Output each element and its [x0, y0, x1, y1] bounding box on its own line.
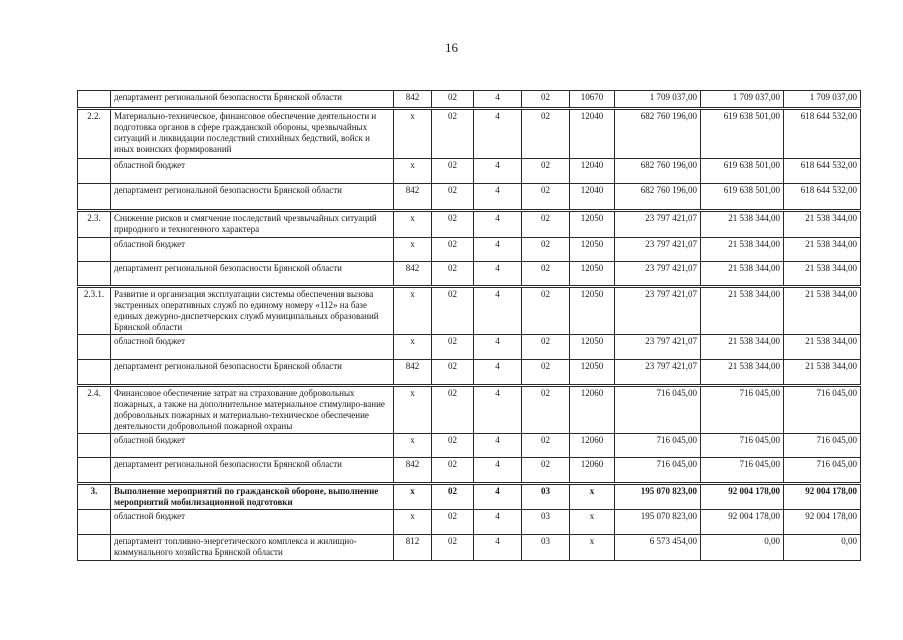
row-amount-year3: 618 644 532,00 — [784, 109, 861, 159]
row-grbs-code: x — [394, 238, 432, 262]
row-code — [78, 238, 111, 262]
row-amount-year1: 195 070 823,00 — [615, 510, 701, 535]
row-subprogram: 03 — [522, 510, 570, 535]
row-subsection: 4 — [474, 535, 522, 561]
row-amount-year3: 21 538 344,00 — [784, 335, 861, 360]
row-code — [78, 535, 111, 561]
row-amount-year3: 21 538 344,00 — [784, 211, 861, 238]
table-row — [78, 535, 861, 561]
row-grbs-code: x — [394, 211, 432, 238]
row-amount-year2: 21 538 344,00 — [701, 238, 784, 262]
row-section: 02 — [432, 159, 474, 184]
row-subprogram: 02 — [522, 184, 570, 211]
row-amount-year1: 195 070 823,00 — [615, 484, 701, 510]
row-amount-year2: 21 538 344,00 — [701, 262, 784, 287]
row-section: 02 — [432, 458, 474, 484]
row-amount-year2: 21 538 344,00 — [701, 287, 784, 335]
row-amount-year1: 716 045,00 — [615, 386, 701, 434]
row-amount-year3: 92 004 178,00 — [784, 510, 861, 535]
table-row — [78, 262, 861, 287]
row-amount-year2: 716 045,00 — [701, 458, 784, 484]
row-amount-year1: 23 797 421,07 — [615, 262, 701, 287]
row-target-item: 12050 — [570, 360, 615, 386]
table-row — [78, 434, 861, 458]
row-amount-year2: 21 538 344,00 — [701, 211, 784, 238]
table-row — [78, 109, 861, 159]
row-target-item: x — [570, 484, 615, 510]
row-section: 02 — [432, 335, 474, 360]
row-subprogram: 02 — [522, 458, 570, 484]
row-code — [78, 458, 111, 484]
row-subsection: 4 — [474, 109, 522, 159]
row-amount-year1: 23 797 421,07 — [615, 211, 701, 238]
row-subsection: 4 — [474, 434, 522, 458]
row-amount-year3: 618 644 532,00 — [784, 159, 861, 184]
table-body — [78, 91, 861, 561]
table-row — [78, 287, 861, 335]
row-subsection: 4 — [474, 287, 522, 335]
table-row — [78, 238, 861, 262]
row-target-item: 12050 — [570, 211, 615, 238]
row-code: 2.3.1. — [78, 287, 111, 335]
row-section: 02 — [432, 510, 474, 535]
row-grbs-code: x — [394, 484, 432, 510]
row-code: 2.3. — [78, 211, 111, 238]
row-amount-year3: 21 538 344,00 — [784, 262, 861, 287]
row-target-item: 12040 — [570, 109, 615, 159]
row-amount-year3: 716 045,00 — [784, 434, 861, 458]
row-section: 02 — [432, 109, 474, 159]
row-target-item: 10670 — [570, 91, 615, 109]
row-amount-year1: 682 760 196,00 — [615, 159, 701, 184]
row-section: 02 — [432, 360, 474, 386]
row-subsection: 4 — [474, 458, 522, 484]
row-name: областной бюджет — [111, 434, 394, 458]
row-section: 02 — [432, 386, 474, 434]
row-code — [78, 510, 111, 535]
row-code — [78, 434, 111, 458]
row-name: областной бюджет — [111, 335, 394, 360]
row-target-item: 12040 — [570, 184, 615, 211]
row-grbs-code: x — [394, 335, 432, 360]
row-section: 02 — [432, 211, 474, 238]
row-code: 3. — [78, 484, 111, 510]
row-amount-year2: 716 045,00 — [701, 386, 784, 434]
row-code — [78, 360, 111, 386]
table-row — [78, 484, 861, 510]
row-section: 02 — [432, 535, 474, 561]
row-grbs-code: x — [394, 434, 432, 458]
row-section: 02 — [432, 91, 474, 109]
row-subsection: 4 — [474, 262, 522, 287]
row-amount-year2: 716 045,00 — [701, 434, 784, 458]
row-subsection: 4 — [474, 510, 522, 535]
row-amount-year1: 716 045,00 — [615, 434, 701, 458]
row-amount-year1: 682 760 196,00 — [615, 184, 701, 211]
row-name: областной бюджет — [111, 510, 394, 535]
row-amount-year2: 1 709 037,00 — [701, 91, 784, 109]
budget-table — [77, 90, 861, 561]
row-amount-year2: 92 004 178,00 — [701, 484, 784, 510]
row-amount-year2: 619 638 501,00 — [701, 109, 784, 159]
row-subsection: 4 — [474, 484, 522, 510]
row-name: департамент региональной безопасности Брянской области — [111, 91, 394, 109]
row-subprogram: 02 — [522, 91, 570, 109]
row-name: департамент региональной безопасности Брянской области — [111, 360, 394, 386]
row-grbs-code: 842 — [394, 458, 432, 484]
row-subsection: 4 — [474, 159, 522, 184]
row-target-item: x — [570, 510, 615, 535]
table-row — [78, 386, 861, 434]
row-subsection: 4 — [474, 238, 522, 262]
row-name: областной бюджет — [111, 238, 394, 262]
table-row — [78, 360, 861, 386]
row-target-item: 12060 — [570, 386, 615, 434]
row-amount-year2: 619 638 501,00 — [701, 184, 784, 211]
row-amount-year2: 21 538 344,00 — [701, 360, 784, 386]
row-amount-year1: 23 797 421,07 — [615, 335, 701, 360]
row-name: Выполнение мероприятий по гражданской обороне, выполнение мероприятий мобилизационной подготовки — [111, 484, 394, 510]
row-amount-year3: 21 538 344,00 — [784, 238, 861, 262]
row-name: департамент топливно-энергетического комплекса и жилищно-коммунального хозяйства Брянской области — [111, 535, 394, 561]
row-subprogram: 02 — [522, 335, 570, 360]
row-amount-year3: 1 709 037,00 — [784, 91, 861, 109]
table-row — [78, 91, 861, 109]
row-amount-year2: 0,00 — [701, 535, 784, 561]
row-target-item: 12060 — [570, 458, 615, 484]
row-amount-year3: 0,00 — [784, 535, 861, 561]
row-target-item: 12050 — [570, 238, 615, 262]
row-name: областной бюджет — [111, 159, 394, 184]
row-code: 2.2. — [78, 109, 111, 159]
row-grbs-code: 842 — [394, 91, 432, 109]
row-grbs-code: 842 — [394, 360, 432, 386]
row-section: 02 — [432, 262, 474, 287]
row-subsection: 4 — [474, 360, 522, 386]
row-target-item: 12050 — [570, 335, 615, 360]
row-name: департамент региональной безопасности Брянской области — [111, 262, 394, 287]
row-name: Развитие и организация эксплуатации системы обеспечения вызова экстренных оперативных служб по единому номеру «112» на базе единых дежурно-диспетчерских служб муниципальных образований Брянской области — [111, 287, 394, 335]
row-amount-year1: 682 760 196,00 — [615, 109, 701, 159]
row-amount-year3: 92 004 178,00 — [784, 484, 861, 510]
row-subprogram: 02 — [522, 434, 570, 458]
row-section: 02 — [432, 434, 474, 458]
row-code — [78, 91, 111, 109]
row-name: департамент региональной безопасности Брянской области — [111, 458, 394, 484]
row-amount-year3: 716 045,00 — [784, 386, 861, 434]
row-amount-year3: 618 644 532,00 — [784, 184, 861, 211]
row-name: Материально-техническое, финансовое обеспечение деятельности и подготовка органов в сфере гражданской обороны, чрезвычайных ситуаций и ликвидации последствий стихийных бедствий, войск и иных воинских формирований — [111, 109, 394, 159]
row-target-item: 12050 — [570, 287, 615, 335]
row-section: 02 — [432, 287, 474, 335]
row-amount-year1: 6 573 454,00 — [615, 535, 701, 561]
row-section: 02 — [432, 184, 474, 211]
row-subsection: 4 — [474, 211, 522, 238]
row-subprogram: 02 — [522, 386, 570, 434]
row-grbs-code: x — [394, 287, 432, 335]
row-grbs-code: x — [394, 510, 432, 535]
row-name: департамент региональной безопасности Брянской области — [111, 184, 394, 211]
row-amount-year2: 619 638 501,00 — [701, 159, 784, 184]
row-subprogram: 03 — [522, 484, 570, 510]
row-section: 02 — [432, 238, 474, 262]
row-target-item: 12040 — [570, 159, 615, 184]
row-amount-year2: 21 538 344,00 — [701, 335, 784, 360]
row-subprogram: 02 — [522, 211, 570, 238]
row-target-item: x — [570, 535, 615, 561]
row-subprogram: 02 — [522, 360, 570, 386]
row-target-item: 12060 — [570, 434, 615, 458]
row-subsection: 4 — [474, 386, 522, 434]
row-grbs-code: 812 — [394, 535, 432, 561]
row-subprogram: 02 — [522, 287, 570, 335]
table-row — [78, 335, 861, 360]
row-grbs-code: 842 — [394, 262, 432, 287]
row-amount-year1: 23 797 421,07 — [615, 238, 701, 262]
row-subprogram: 02 — [522, 109, 570, 159]
row-amount-year1: 23 797 421,07 — [615, 287, 701, 335]
row-amount-year3: 716 045,00 — [784, 458, 861, 484]
row-section: 02 — [432, 484, 474, 510]
row-amount-year1: 23 797 421,07 — [615, 360, 701, 386]
row-amount-year3: 21 538 344,00 — [784, 287, 861, 335]
row-code: 2.4. — [78, 386, 111, 434]
table-row — [78, 458, 861, 484]
row-grbs-code: x — [394, 386, 432, 434]
row-subprogram: 02 — [522, 159, 570, 184]
row-subprogram: 02 — [522, 262, 570, 287]
row-code — [78, 159, 111, 184]
row-subprogram: 03 — [522, 535, 570, 561]
row-target-item: 12050 — [570, 262, 615, 287]
table-row — [78, 211, 861, 238]
row-subsection: 4 — [474, 184, 522, 211]
row-subsection: 4 — [474, 91, 522, 109]
row-name: Финансовое обеспечение затрат на страхование добровольных пожарных, а также на дополнительное материальное стимулиро-вание добровольных пожарных и материально-техническое обеспечение деятельности добровольной пожарной охраны — [111, 386, 394, 434]
page-number: 16 — [445, 40, 458, 55]
row-grbs-code: 842 — [394, 184, 432, 211]
row-amount-year1: 716 045,00 — [615, 458, 701, 484]
table-row — [78, 510, 861, 535]
table-row — [78, 159, 861, 184]
row-amount-year1: 1 709 037,00 — [615, 91, 701, 109]
row-subprogram: 02 — [522, 238, 570, 262]
row-code — [78, 335, 111, 360]
row-amount-year3: 21 538 344,00 — [784, 360, 861, 386]
row-grbs-code: x — [394, 109, 432, 159]
row-grbs-code: x — [394, 159, 432, 184]
row-code — [78, 262, 111, 287]
row-name: Снижение рисков и смягчение последствий чрезвычайных ситуаций природного и техногенного характера — [111, 211, 394, 238]
row-amount-year2: 92 004 178,00 — [701, 510, 784, 535]
table-row — [78, 184, 861, 211]
row-subsection: 4 — [474, 335, 522, 360]
row-code — [78, 184, 111, 211]
